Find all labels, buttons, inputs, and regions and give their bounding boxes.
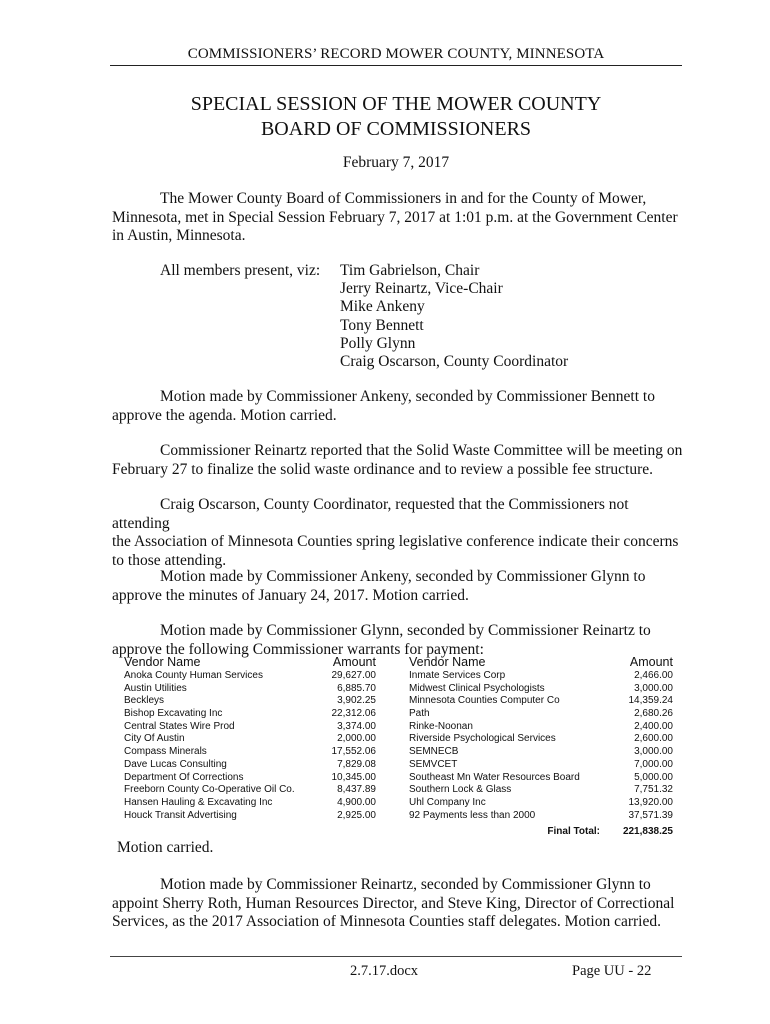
- member-item: Tim Gabrielson, Chair: [340, 262, 480, 279]
- member-item: Tony Bennett: [340, 316, 424, 334]
- amc-conference-paragraph: Craig Oscarson, County Coordinator, requested that the Commissioners not attending the Association of Minnesota Counties spring legislative conference indicate their concerns to those attending.: [112, 496, 679, 569]
- motion-carried-text: Motion carried.: [117, 839, 214, 856]
- warrant-row: Department Of Corrections 10,345.00: [124, 771, 376, 783]
- solid-waste-paragraph: Commissioner Reinartz reported that the Solid Waste Committee will be meeting on February 27 to finalize the solid waste ordinance and to review a possible fee structure.: [112, 442, 683, 478]
- header-rule: [110, 65, 682, 66]
- amount-header: Amount: [629, 655, 673, 669]
- amount-header: Amount: [332, 655, 376, 669]
- warrant-row: Path 2,680.26: [409, 708, 673, 720]
- warrant-row: Compass Minerals 17,552.06: [124, 746, 376, 758]
- warrants-table-left: [124, 655, 376, 822]
- warrant-row: Rinke-Noonan 2,400.00: [409, 720, 673, 732]
- final-total-value: 221,838.25: [622, 826, 673, 837]
- warrant-row: Riverside Psychological Services 2,600.00: [409, 733, 673, 745]
- document-title-line1: SPECIAL SESSION OF THE MOWER COUNTY: [190, 93, 602, 115]
- final-total-label: Final Total:: [547, 826, 600, 837]
- warrant-row: Central States Wire Prod 3,374.00: [124, 720, 376, 732]
- intro-paragraph: The Mower County Board of Commissioners in and for the County of Mower, Minnesota, met in Special Session February 7, 2017 at 1:01 p.m. at the Government Center in Austin, Minnesota.: [112, 190, 678, 244]
- member-item: Mike Ankeny: [340, 298, 425, 316]
- document-title-line2: BOARD OF COMMISSIONERS: [260, 118, 532, 140]
- running-header: COMMISSIONERS’ RECORD MOWER COUNTY, MINNESOTA: [187, 46, 605, 62]
- warrant-row: Beckleys 3,902.25: [124, 695, 376, 707]
- warrant-row: Bishop Excavating Inc 22,312.06: [124, 708, 376, 720]
- footer-page-number: Page UU - 22: [572, 963, 652, 979]
- warrant-row: Dave Lucas Consulting 7,829.08: [124, 758, 376, 770]
- warrant-row: SEMNECB 3,000.00: [409, 746, 673, 758]
- member-item: Craig Oscarson, County Coordinator: [340, 353, 569, 371]
- attendance-label: All members present, viz:: [160, 262, 321, 279]
- vendor-header: Vendor Name: [124, 655, 201, 669]
- agenda-motion-paragraph: Motion made by Commissioner Ankeny, seconded by Commissioner Bennett to approve the agenda. Motion carried.: [112, 388, 655, 424]
- warrant-row: Uhl Company Inc 13,920.00: [409, 796, 673, 808]
- warrant-row: SEMVCET 7,000.00: [409, 758, 673, 770]
- member-item: Polly Glynn: [340, 334, 416, 352]
- warrant-row: Southern Lock & Glass 7,751.32: [409, 784, 673, 796]
- delegates-motion-paragraph: Motion made by Commissioner Reinartz, seconded by Commissioner Glynn to appoint Sherry Roth, Human Resources Director, and Steve King, Director of Correctional Services, as the 2017 Association of Minnesota Counties staff delegates. Motion carried.: [112, 876, 675, 930]
- warrant-row: Minnesota Counties Computer Co 14,359.24: [409, 695, 673, 707]
- warrant-row: Hansen Hauling & Excavating Inc 4,900.00: [124, 796, 376, 808]
- warrants-motion-paragraph: Motion made by Commissioner Glynn, seconded by Commissioner Reinartz to approve the following Commissioner warrants for payment:: [112, 622, 651, 658]
- footer-filename: 2.7.17.docx: [350, 963, 419, 979]
- warrant-row: Midwest Clinical Psychologists 3,000.00: [409, 682, 673, 694]
- vendor-header: Vendor Name: [409, 655, 486, 669]
- warrant-row: Anoka County Human Services 29,627.00: [124, 670, 376, 681]
- warrant-row: Austin Utilities 6,885.70: [124, 682, 376, 694]
- member-item: Jerry Reinartz, Vice-Chair: [340, 280, 503, 298]
- warrants-table-right: [409, 655, 673, 822]
- warrant-row: Freeborn County Co-Operative Oil Co. 8,437.89: [124, 784, 376, 796]
- warrant-row: Houck Transit Advertising 2,925.00: [124, 809, 376, 821]
- warrant-row: 92 Payments less than 2000 37,571.39: [409, 809, 673, 821]
- warrant-row: City Of Austin 2,000.00: [124, 733, 376, 745]
- minutes-motion-paragraph: Motion made by Commissioner Ankeny, seconded by Commissioner Glynn to approve the minutes of January 24, 2017. Motion carried.: [112, 568, 646, 604]
- member-list: [340, 262, 568, 371]
- warrant-row: Southeast Mn Water Resources Board 5,000.00: [409, 771, 673, 783]
- warrant-row: Inmate Services Corp 2,466.00: [409, 670, 673, 681]
- footer-rule: [110, 956, 682, 957]
- meeting-date: February 7, 2017: [342, 154, 450, 171]
